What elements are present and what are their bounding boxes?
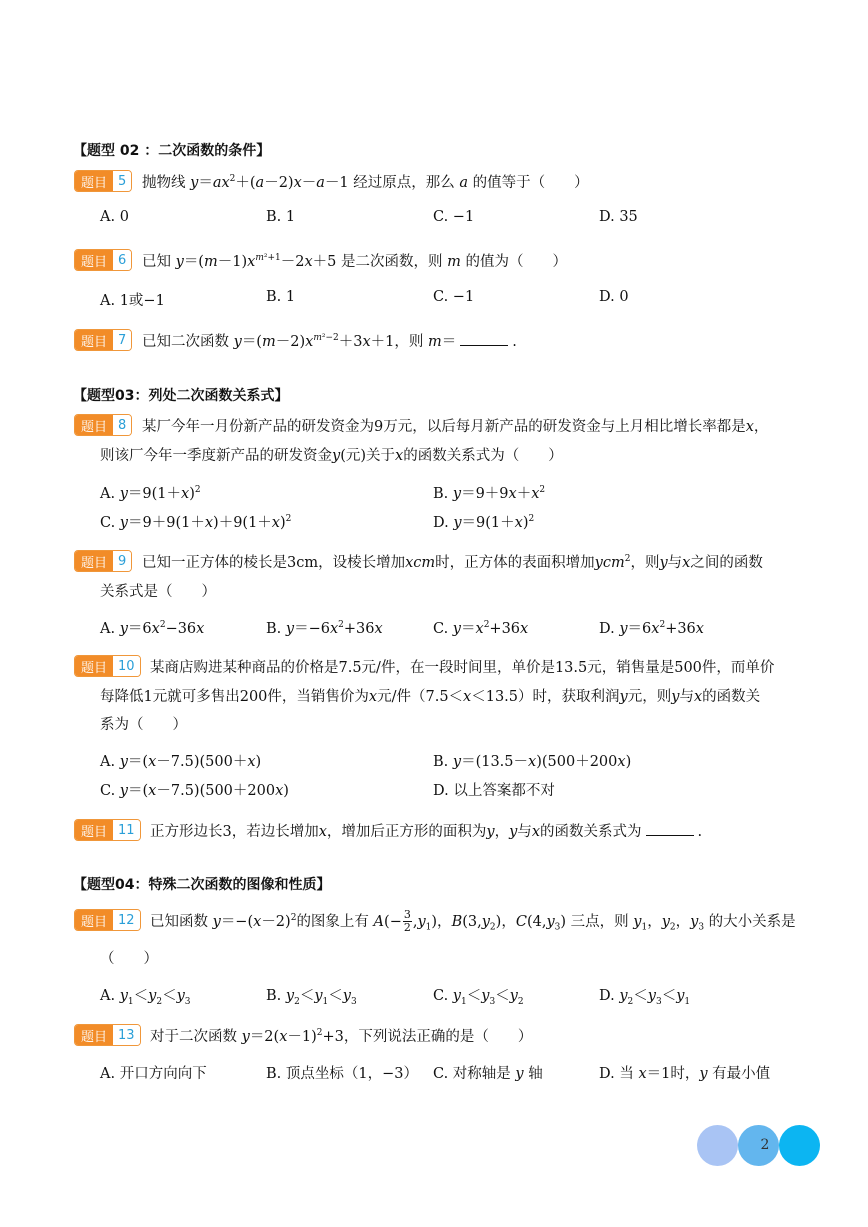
q12-option-c: C. $y_1<y_3<y_2$	[433, 988, 524, 1007]
badge-label: 题目	[75, 910, 113, 930]
q13-option-d-text: D. 当	[599, 1066, 634, 1082]
q5-option-c: C. −1	[433, 209, 475, 225]
q12-option-a: A. $y_1<y_2<y_3$	[100, 988, 191, 1007]
q11-text-e: 的函数关系式为	[540, 824, 642, 840]
q10-option-c: C. y＝(x－7.5)(500＋200x)	[100, 783, 289, 799]
q6-option-a: A. 1或−1	[100, 293, 165, 309]
badge-number: 5	[113, 171, 131, 191]
answer-blank	[646, 823, 694, 836]
q5-option-a: A. 0	[100, 209, 129, 225]
badge-number: 12	[113, 910, 140, 930]
q10-option-b: B. y＝(13.5－x)(500＋200x)	[433, 754, 632, 770]
q10-text-2d: 元，则	[627, 689, 672, 705]
question-8-line2: 则该厂今年一季度新产品的研发资金y(元)关于x的函数关系式为（ ）	[100, 448, 563, 464]
q5-option-d: D. 35	[599, 209, 638, 225]
question-8-line1: 某厂今年一月份新产品的研发资金为9万元，以后每月新产品的研发资金与上月相比增长率都是x，	[142, 419, 769, 435]
question-badge-9	[74, 550, 132, 572]
q9-text-1d: 与	[667, 555, 683, 571]
q9-option-b: B. $y=-6x^2+36x$	[266, 620, 383, 637]
badge-number: 8	[113, 415, 131, 435]
q11-text-d: 与	[517, 824, 532, 840]
question-badge-13	[74, 1024, 141, 1046]
question-13-text: 对于二次函数 $y=2(x-1)^2+3$，下列说法正确的是（ ）	[150, 1028, 533, 1045]
q13-option-b: B. 顶点坐标（1，−3）	[266, 1066, 418, 1082]
question-12-line1: 已知函数 $y=-(x-2)^2$的图象上有 A(− $\frac{3}{2}$ $,y_1$)，$B(3,y_2)$，$C(4,y_3)$ 三点，则 $y_1$，$y_2$，$y_3$ 的大小关系是	[150, 908, 796, 935]
page-circle-right	[779, 1125, 820, 1166]
question-5-text: 抛物线 $y=ax^2+(a-2)x-a-1$ 经过原点，那么 a 的值等于（ ）	[142, 174, 589, 191]
q9-option-d: D. $y=6x^2+36x$	[599, 620, 704, 637]
q10-option-d: D. 以上答案都不对	[433, 783, 555, 799]
section-title-04: 【题型04：特殊二次函数的图像和性质】	[73, 877, 331, 893]
q9-text-1a: 已知一正方体的棱长是3cm，设棱长增加	[142, 555, 406, 571]
question-badge-10	[74, 655, 141, 677]
q13-option-c: C. 对称轴是 y 轴	[433, 1066, 543, 1082]
q13-option-d-text3: 有最小值	[712, 1066, 771, 1082]
q6-option-c: C. −1	[433, 289, 475, 305]
badge-number: 6	[113, 250, 131, 270]
question-badge-7	[74, 329, 132, 351]
section-title-03: 【题型03：列处二次函数关系式】	[73, 388, 289, 404]
badge-number: 10	[113, 656, 140, 676]
q10-option-a: A. y＝(x－7.5)(500＋x)	[100, 754, 262, 770]
q11-text-a: 正方形边长3，若边长增加	[150, 824, 319, 840]
q12-option-d: D. $y_2<y_3<y_1$	[599, 988, 691, 1007]
q10-text-2c: ＜13.5）时，获取利润	[471, 689, 620, 705]
badge-number: 9	[113, 551, 131, 571]
answer-blank	[460, 333, 508, 346]
q8-option-b: B. $y=9+9x+x^2$	[433, 485, 546, 502]
q8-option-a: A. $y=9(1+x)^2$	[100, 485, 201, 502]
q13-option-c-text: C. 对称轴是	[433, 1066, 511, 1082]
q13-option-a: A. 开口方向向下	[100, 1066, 207, 1082]
q13-text-b: ，下列说法正确的是（ ）	[343, 1029, 533, 1045]
q9-text-1c: ，则	[630, 555, 660, 571]
q11-text-c: ，	[494, 824, 510, 840]
badge-label: 题目	[75, 1025, 113, 1045]
q11-text-b: ，增加后正方形的面积为	[326, 824, 487, 840]
q10-text-2a: 每降低1元就可多售出200件，当销售价为	[100, 689, 369, 705]
question-6-text: 已知 $y=(m-1)x^{m^2+1}-2x+5$ 是二次函数，则 m 的值为（ ）	[142, 253, 567, 270]
q9-text-1e: 之间的函数	[690, 555, 763, 571]
badge-number: 7	[113, 330, 131, 350]
question-badge-8	[74, 414, 132, 436]
q9-option-c: C. $y=x^2+36x$	[433, 620, 529, 637]
q9-text-1b: 时，正方体的表面积增加	[435, 555, 595, 571]
question-badge-11	[74, 819, 141, 841]
badge-label: 题目	[75, 250, 113, 270]
q6-option-b: B. 1	[266, 289, 296, 305]
question-badge-5	[74, 170, 132, 192]
q10-text-2e: 与	[679, 689, 694, 705]
badge-number: 13	[113, 1025, 140, 1045]
q10-text-2b: 元/件（7.5＜	[377, 689, 464, 705]
q13-text-a: 对于二次函数	[150, 1029, 237, 1045]
section-title-02: 【题型 02 ：二次函数的条件】	[73, 143, 271, 159]
badge-label: 题目	[75, 415, 113, 435]
question-7-text: 已知二次函数 $y=(m-2)x^{m^2-2}+3x+1$，则 m＝ .	[142, 333, 517, 350]
q8-text-2c: 的函数关系式为（ ）	[403, 448, 563, 464]
question-12-line2: （ ）	[100, 951, 158, 967]
question-10-line2: 每降低1元就可多售出200件，当销售价为x元/件（7.5＜x＜13.5）时，获取利润y元，则y与x的函数关	[100, 689, 761, 705]
question-9-line1: 已知一正方体的棱长是3cm，设棱长增加xcm时，正方体的表面积增加ycm$^2$，则y与x之间的函数	[142, 554, 763, 571]
q12-option-b: B. $y_2<y_1<y_3$	[266, 988, 357, 1007]
question-10-line1: 某商店购进某种商品的价格是7.5元/件，在一段时间里，单价是13.5元，销售量是500件，而单价	[150, 660, 775, 676]
q8-text-2b: (元)关于	[340, 448, 396, 464]
badge-label: 题目	[75, 551, 113, 571]
q8-text-1: 某厂今年一月份新产品的研发资金为9万元，以后每月新产品的研发资金与上月相比增长率都是	[142, 419, 746, 435]
q10-text-2f: 的函数关	[702, 689, 761, 705]
badge-label: 题目	[75, 820, 113, 840]
q8-option-d: D. $y=9(1+x)^2$	[433, 514, 535, 531]
badge-label: 题目	[75, 171, 113, 191]
question-badge-12	[74, 909, 141, 931]
question-11-text: 正方形边长3，若边长增加x，增加后正方形的面积为y，y与x的函数关系式为 .	[150, 824, 703, 840]
q6-option-d: D. 0	[599, 289, 629, 305]
badge-label: 题目	[75, 330, 113, 350]
page-circle-left	[697, 1125, 738, 1166]
q9-option-a: A. $y=6x^2-36x$	[100, 620, 205, 637]
q8-text-2a: 则该厂今年一季度新产品的研发资金	[100, 448, 332, 464]
question-badge-6	[74, 249, 132, 271]
q5-option-b: B. 1	[266, 209, 296, 225]
badge-number: 11	[113, 820, 140, 840]
question-9-line2: 关系式是（ ）	[100, 584, 216, 600]
question-10-line3: 系为（ ）	[100, 717, 187, 733]
q13-option-d: D. 当 x＝1时，y 有最小值	[599, 1066, 771, 1082]
q13-option-d-text2: 时，	[670, 1066, 700, 1082]
q13-option-c-text2: 轴	[528, 1066, 543, 1082]
badge-label: 题目	[75, 656, 113, 676]
page-number: 2	[760, 1137, 770, 1153]
q8-option-c: C. $y=9+9(1+x)+9(1+x)^2$	[100, 514, 292, 531]
fraction: $\frac{3}{2}$	[403, 908, 411, 935]
